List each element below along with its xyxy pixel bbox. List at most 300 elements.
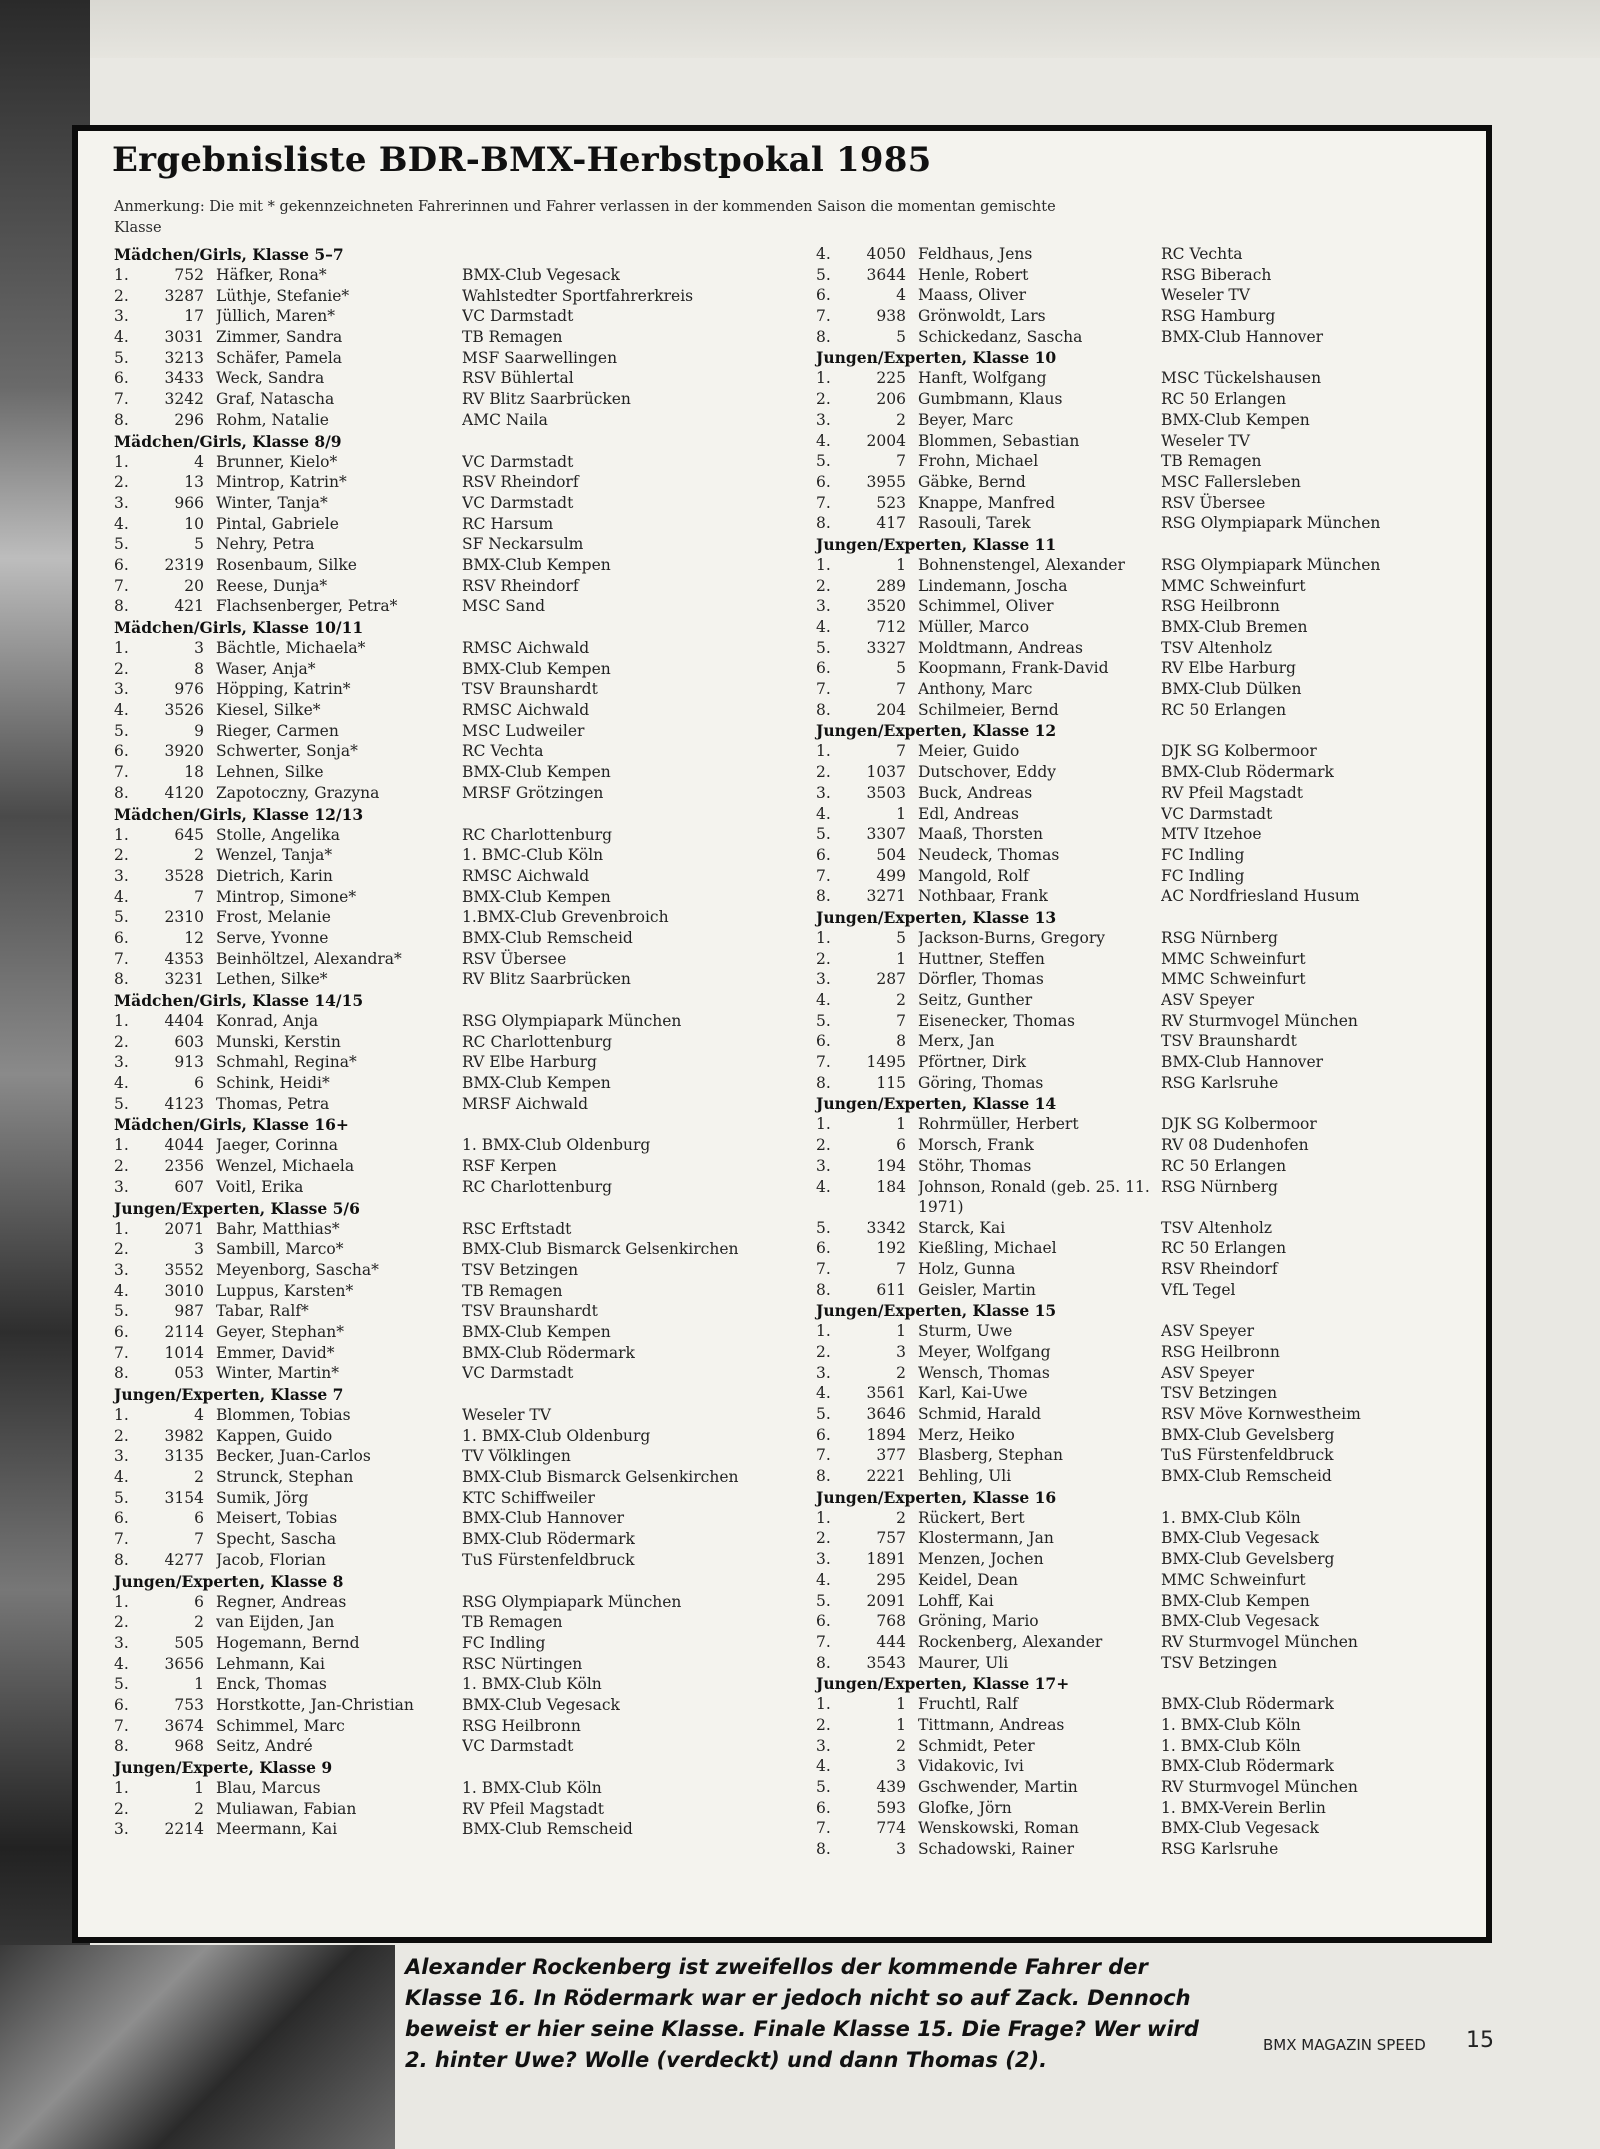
placing: 7.	[816, 493, 831, 512]
placing: 7.	[816, 307, 831, 326]
result-row	[114, 1177, 804, 1198]
background-photo-bottom	[0, 1945, 395, 2149]
placing: 8.	[816, 700, 831, 719]
rider-name: Mangold, Rolf	[918, 866, 1029, 885]
start-number: 4353	[164, 949, 204, 968]
placing: 7.	[816, 1053, 831, 1072]
start-number: 2	[194, 1468, 204, 1487]
magazine-name: BMX MAGAZIN SPEED	[1263, 2036, 1426, 2054]
rider-name: Kiesel, Silke*	[216, 701, 321, 720]
placing: 2.	[816, 576, 831, 595]
rider-name: Rohrmüller, Herbert	[918, 1115, 1079, 1134]
result-row	[114, 514, 804, 535]
result-row	[816, 451, 1476, 472]
placing: 3.	[114, 1820, 129, 1839]
placing: 7.	[114, 390, 129, 409]
rider-name: Merx, Jan	[918, 1032, 995, 1051]
rider-name: Wenskowski, Roman	[918, 1819, 1079, 1838]
club-name: RSG Nürnberg	[1161, 1177, 1278, 1196]
result-row	[816, 1591, 1476, 1612]
placing: 1.	[114, 1406, 129, 1424]
result-row	[816, 327, 1476, 348]
results-column-left	[114, 244, 804, 1840]
start-number: 7	[896, 742, 906, 761]
result-row	[114, 762, 804, 783]
result-section	[114, 1757, 804, 1840]
placing: 6.	[816, 1425, 831, 1444]
result-row	[816, 679, 1476, 700]
club-name: BMX-Club Rödermark	[1161, 763, 1334, 782]
result-row	[816, 658, 1476, 679]
rider-name: Munski, Kerstin	[216, 1032, 341, 1051]
start-number: 2	[896, 1363, 906, 1382]
placing: 8.	[816, 514, 831, 533]
placing: 1.	[816, 369, 831, 388]
rider-name: Klostermann, Jan	[918, 1529, 1054, 1548]
start-number: 3327	[866, 638, 906, 657]
placing: 8.	[114, 1737, 129, 1756]
rider-name: Jüllich, Maren*	[216, 307, 336, 326]
rider-name: Dutschover, Eddy	[918, 763, 1056, 782]
club-name: BMX-Club Bismarck Gelsenkirchen	[462, 1468, 739, 1487]
club-name: TV Völklingen	[462, 1447, 571, 1466]
club-name: Weseler TV	[462, 1406, 551, 1424]
start-number: 523	[876, 493, 906, 512]
result-row	[114, 1799, 804, 1820]
result-section	[816, 907, 1476, 1094]
placing: 3.	[816, 970, 831, 989]
result-row	[816, 265, 1476, 286]
rider-name: Enck, Thomas	[216, 1675, 327, 1694]
start-number: 1	[896, 1115, 906, 1134]
club-name: RC 50 Erlangen	[1161, 390, 1287, 409]
club-name: RSG Hamburg	[1161, 307, 1276, 326]
start-number: 3031	[164, 328, 204, 347]
club-name: MSF Saarwellingen	[462, 348, 618, 367]
result-row	[114, 1363, 804, 1384]
placing: 5.	[114, 1488, 129, 1507]
result-row	[114, 1094, 804, 1115]
rider-name: Muliawan, Fabian	[216, 1799, 357, 1818]
page-number: 15	[1466, 2028, 1494, 2053]
result-row	[816, 1777, 1476, 1798]
start-number: 2	[194, 1799, 204, 1818]
rider-name: Rohm, Natalie	[216, 410, 329, 429]
club-name: VC Darmstadt	[462, 307, 574, 326]
club-name: MSC Fallersleben	[1161, 472, 1301, 491]
club-name: TSV Braunshardt	[462, 680, 598, 699]
start-number: 3242	[164, 390, 204, 409]
placing: 7.	[816, 1446, 831, 1465]
club-name: TuS Fürstenfeldbruck	[1161, 1446, 1334, 1465]
result-section	[114, 990, 804, 1114]
rider-name: Reese, Dunja*	[216, 576, 328, 595]
placing: 8.	[816, 1653, 831, 1672]
club-name: BMX-Club Vegesack	[1161, 1529, 1319, 1548]
start-number: 3231	[164, 970, 204, 989]
rider-name: Schimmel, Marc	[216, 1716, 345, 1735]
rider-name: Bahr, Matthias*	[216, 1219, 340, 1238]
club-name: BMX-Club Hannover	[1161, 1053, 1324, 1072]
rider-name: Häfker, Rona*	[216, 266, 327, 284]
club-name: DJK SG Kolbermoor	[1161, 1115, 1317, 1134]
rider-name: Rosenbaum, Silke	[216, 555, 357, 574]
placing: 1.	[114, 452, 129, 471]
rider-name: Henle, Robert	[918, 265, 1029, 284]
club-name: RV Sturmvogel München	[1161, 1632, 1358, 1651]
result-row	[816, 431, 1476, 452]
club-name: 1. BMX-Club Köln	[462, 1675, 602, 1694]
result-row	[114, 1716, 804, 1737]
placing: 2.	[816, 1136, 831, 1155]
start-number: 3	[194, 639, 204, 657]
start-number: 504	[876, 845, 906, 864]
placing: 2.	[816, 763, 831, 782]
section-title: Mädchen/Girls, Klasse 12/13	[114, 804, 364, 824]
start-number: 2114	[164, 1322, 204, 1341]
rider-name: Meier, Guido	[918, 742, 1020, 761]
club-name: MMC Schweinfurt	[1161, 970, 1306, 989]
rider-name: Bohnenstengel, Alexander	[918, 555, 1125, 574]
start-number: 6	[194, 1074, 204, 1093]
club-name: RV Elbe Harburg	[462, 1053, 597, 1072]
rider-name: Emmer, David*	[216, 1343, 335, 1362]
club-name: RSV Übersee	[1161, 493, 1266, 512]
start-number: 3503	[866, 783, 906, 802]
result-row	[114, 887, 804, 908]
rider-name: Huttner, Steffen	[918, 949, 1045, 968]
club-name: RC Charlottenburg	[462, 1032, 613, 1051]
club-name: RC 50 Erlangen	[1161, 1239, 1287, 1258]
rider-name: Blommen, Tobias	[216, 1406, 351, 1424]
club-name: ASV Speyer	[1161, 1363, 1254, 1382]
placing: 5.	[816, 1011, 831, 1030]
result-row	[114, 1405, 804, 1426]
placing: 8.	[114, 597, 129, 616]
club-name: RV Pfeil Magstadt	[462, 1799, 605, 1818]
result-row	[114, 783, 804, 804]
result-row	[816, 555, 1476, 576]
club-name: MSC Sand	[462, 597, 546, 616]
club-name: BMX-Club Gevelsberg	[1161, 1550, 1335, 1569]
start-number: 5	[194, 535, 204, 554]
club-name: BMX-Club Kempen	[462, 763, 611, 782]
club-name: VC Darmstadt	[462, 1737, 574, 1756]
rider-name: Anthony, Marc	[918, 680, 1033, 699]
rider-name: Schimmel, Oliver	[918, 597, 1054, 616]
placing: 8.	[816, 887, 831, 906]
start-number: 505	[174, 1633, 204, 1652]
placing: 6.	[816, 845, 831, 864]
rider-name: Sumik, Jörg	[216, 1488, 309, 1507]
placing: 2.	[114, 1157, 129, 1176]
placing: 2.	[114, 1426, 129, 1445]
club-name: MSC Tückelshausen	[1161, 369, 1322, 388]
start-number: 13	[184, 473, 204, 492]
start-number: 499	[876, 866, 906, 885]
start-number: 1	[194, 1675, 204, 1694]
rider-name: Meisert, Tobias	[216, 1509, 338, 1528]
rider-name: Maass, Oliver	[918, 286, 1027, 305]
section-title: Jungen/Experten, Klasse 17+	[816, 1674, 1070, 1694]
start-number: 444	[876, 1632, 906, 1651]
start-number: 377	[876, 1446, 906, 1465]
rider-name: Grönwoldt, Lars	[918, 307, 1046, 326]
placing: 8.	[816, 1073, 831, 1092]
placing: 1.	[114, 825, 129, 844]
rider-name: Flachsenberger, Petra*	[216, 597, 398, 616]
placing: 6.	[114, 369, 129, 388]
placing: 8.	[114, 1364, 129, 1383]
club-name: RC Charlottenburg	[462, 825, 613, 844]
rider-name: Glofke, Jörn	[918, 1798, 1012, 1817]
result-row	[114, 472, 804, 493]
rider-name: Schmahl, Regina*	[216, 1053, 357, 1072]
placing: 5.	[816, 1778, 831, 1796]
placing: 6.	[114, 742, 129, 761]
result-section	[816, 244, 1476, 347]
result-row	[114, 493, 804, 514]
club-name: BMX-Club Remscheid	[462, 1820, 633, 1839]
result-row	[114, 1322, 804, 1343]
start-number: 2	[896, 1508, 906, 1527]
rider-name: Tittmann, Andreas	[918, 1715, 1065, 1734]
start-number: 3	[896, 1342, 906, 1361]
rider-name: Lindemann, Joscha	[918, 576, 1068, 595]
placing: 3.	[114, 1177, 129, 1196]
start-number: 3	[194, 1240, 204, 1259]
placing: 6.	[816, 659, 831, 678]
rider-name: Merz, Heiko	[918, 1425, 1015, 1444]
result-row	[816, 1259, 1476, 1280]
rider-name: Starck, Kai	[918, 1218, 1006, 1237]
placing: 5.	[816, 265, 831, 284]
placing: 2.	[114, 473, 129, 492]
start-number: 3543	[866, 1653, 906, 1672]
start-number: 4050	[866, 245, 906, 263]
placing: 2.	[114, 286, 129, 305]
result-row	[816, 741, 1476, 762]
start-number: 053	[174, 1364, 204, 1383]
rider-name: Thomas, Petra	[216, 1094, 330, 1113]
start-number: 2	[896, 1736, 906, 1755]
club-name: RV 08 Dudenhofen	[1161, 1136, 1309, 1155]
result-row	[816, 1363, 1476, 1384]
section-title: Mädchen/Girls, Klasse 16+	[114, 1115, 349, 1135]
placing: 2.	[816, 390, 831, 409]
start-number: 1	[194, 1779, 204, 1797]
club-name: Wahlstedter Sportfahrerkreis	[462, 286, 694, 305]
rider-name: Mintrop, Simone*	[216, 887, 357, 906]
rider-name: Kießling, Michael	[918, 1239, 1057, 1258]
result-row	[816, 472, 1476, 493]
club-name: RC 50 Erlangen	[1161, 700, 1287, 719]
result-row	[816, 410, 1476, 431]
placing: 5.	[816, 452, 831, 471]
placing: 5.	[816, 1405, 831, 1423]
placing: 2.	[816, 1342, 831, 1361]
result-row	[114, 1508, 804, 1529]
rider-name: Behling, Uli	[918, 1467, 1012, 1486]
start-number: 3955	[866, 472, 906, 491]
placing: 8.	[114, 783, 129, 802]
club-name: VC Darmstadt	[1161, 804, 1273, 823]
result-row	[114, 866, 804, 887]
rider-name: Wenzel, Michaela	[216, 1157, 355, 1176]
rider-name: Jackson-Burns, Gregory	[918, 928, 1105, 947]
result-row	[816, 306, 1476, 327]
club-name: RC Vechta	[462, 742, 544, 761]
rider-name: Holz, Gunna	[918, 1259, 1016, 1278]
result-row	[114, 1467, 804, 1488]
start-number: 421	[174, 597, 204, 616]
club-name: BMX-Club Bremen	[1161, 618, 1308, 636]
club-name: RSG Heilbronn	[1161, 1342, 1280, 1361]
club-name: MTV Itzehoe	[1161, 825, 1262, 844]
start-number: 3154	[164, 1488, 204, 1507]
section-title: Jungen/Experten, Klasse 7	[114, 1385, 344, 1404]
placing: 8.	[114, 410, 129, 429]
result-row	[114, 679, 804, 700]
club-name: MRSF Grötzingen	[462, 783, 604, 802]
result-row	[114, 659, 804, 680]
results-column-right	[816, 244, 1476, 1860]
placing: 1.	[816, 555, 831, 574]
start-number: 913	[174, 1053, 204, 1072]
result-row	[114, 1695, 804, 1716]
result-row	[816, 1114, 1476, 1135]
club-name: RV Sturmvogel München	[1161, 1778, 1358, 1796]
result-row	[816, 990, 1476, 1011]
result-row	[816, 1342, 1476, 1363]
rider-name: van Eijden, Jan	[216, 1613, 335, 1632]
placing: 3.	[816, 1736, 831, 1755]
result-row	[816, 244, 1476, 265]
placing: 3.	[114, 1053, 129, 1072]
result-row	[114, 1488, 804, 1509]
result-row	[114, 928, 804, 949]
club-name: ASV Speyer	[1161, 991, 1254, 1009]
result-row	[816, 1156, 1476, 1177]
placing: 6.	[816, 1239, 831, 1258]
club-name: RMSC Aichwald	[462, 639, 590, 657]
start-number: 296	[174, 410, 204, 429]
result-row	[816, 1404, 1476, 1425]
start-number: 768	[876, 1612, 906, 1631]
start-number: 3674	[164, 1716, 204, 1735]
start-number: 3526	[164, 701, 204, 720]
placing: 7.	[816, 680, 831, 699]
rider-name: Menzen, Jochen	[918, 1550, 1044, 1569]
section-title: Mädchen/Girls, Klasse 14/15	[114, 991, 364, 1010]
start-number: 2310	[164, 908, 204, 927]
section-title: Jungen/Experten, Klasse 10	[816, 348, 1057, 368]
result-row	[114, 1343, 804, 1364]
placing: 4.	[114, 1654, 129, 1673]
result-section	[114, 617, 804, 804]
result-row	[114, 1736, 804, 1757]
placing: 4.	[114, 1468, 129, 1487]
rider-name: Wenzel, Tanja*	[216, 846, 333, 865]
placing: 2.	[816, 1715, 831, 1734]
placing: 6.	[816, 1798, 831, 1817]
start-number: 1495	[866, 1053, 906, 1072]
club-name: BMX-Club Kempen	[1161, 1591, 1310, 1610]
start-number: 6	[194, 1509, 204, 1528]
club-name: BMX-Club Gevelsberg	[1161, 1425, 1335, 1444]
club-name: BMX-Club Hannover	[1161, 327, 1324, 346]
rider-name: Serve, Yvonne	[216, 928, 329, 947]
start-number: 7	[896, 1259, 906, 1278]
result-row	[114, 1426, 804, 1447]
result-section	[816, 534, 1476, 721]
result-row	[114, 1529, 804, 1550]
start-number: 6	[194, 1592, 204, 1611]
section-title: Jungen/Experten, Klasse 8	[114, 1571, 344, 1591]
club-name: MMC Schweinfurt	[1161, 576, 1306, 595]
club-name: RSV Rheindorf	[462, 473, 579, 492]
rider-name: Neudeck, Thomas	[918, 845, 1060, 864]
rider-name: Becker, Juan-Carlos	[216, 1447, 371, 1466]
result-row	[816, 1653, 1476, 1674]
start-number: 194	[876, 1156, 906, 1175]
result-row	[114, 638, 804, 659]
rider-name: Schink, Heidi*	[216, 1074, 330, 1093]
result-row	[816, 493, 1476, 514]
result-row	[816, 1839, 1476, 1860]
section-title: Jungen/Experten, Klasse 14	[816, 1094, 1057, 1114]
rider-name: Hogemann, Bernd	[216, 1633, 360, 1652]
club-name: MMC Schweinfurt	[1161, 949, 1306, 968]
start-number: 8	[896, 1032, 906, 1051]
page-title: Ergebnisliste BDR-BMX-Herbstpokal 1985	[112, 140, 932, 180]
placing: 4.	[114, 701, 129, 720]
result-row	[816, 1425, 1476, 1446]
start-number: 1894	[866, 1425, 906, 1444]
start-number: 2004	[866, 431, 906, 450]
rider-name: Zimmer, Sandra	[216, 328, 343, 347]
start-number: 752	[174, 266, 204, 284]
placing: 1.	[816, 742, 831, 761]
result-row	[114, 368, 804, 389]
club-name: BMX-Club Bismarck Gelsenkirchen	[462, 1240, 739, 1259]
result-row	[114, 452, 804, 473]
result-row	[816, 389, 1476, 410]
club-name: VC Darmstadt	[462, 452, 574, 471]
club-name: 1.BMX-Club Grevenbroich	[462, 908, 669, 927]
club-name: BMX-Club Kempen	[462, 1322, 611, 1341]
club-name: BMX-Club Rödermark	[462, 1343, 635, 1362]
start-number: 3433	[164, 369, 204, 388]
placing: 1.	[114, 266, 129, 284]
start-number: 18	[184, 763, 204, 782]
rider-name: Vidakovic, Ivi	[918, 1757, 1024, 1776]
result-section	[816, 720, 1476, 907]
rider-name: Rieger, Carmen	[216, 721, 339, 740]
rider-name: Jaeger, Corinna	[216, 1136, 339, 1155]
start-number: 2319	[164, 555, 204, 574]
club-name: TuS Fürstenfeldbruck	[462, 1550, 635, 1569]
start-number: 225	[876, 369, 906, 388]
rider-name: Koopmann, Frank-David	[918, 659, 1109, 678]
placing: 8.	[816, 1840, 831, 1859]
start-number: 2221	[866, 1467, 906, 1486]
club-name: RMSC Aichwald	[462, 866, 590, 885]
club-name: 1. BMC-Club Köln	[462, 846, 604, 865]
start-number: 9	[194, 721, 204, 740]
section-title: Jungen/Experten, Klasse 5/6	[114, 1198, 360, 1218]
rider-name: Jacob, Florian	[216, 1550, 326, 1569]
